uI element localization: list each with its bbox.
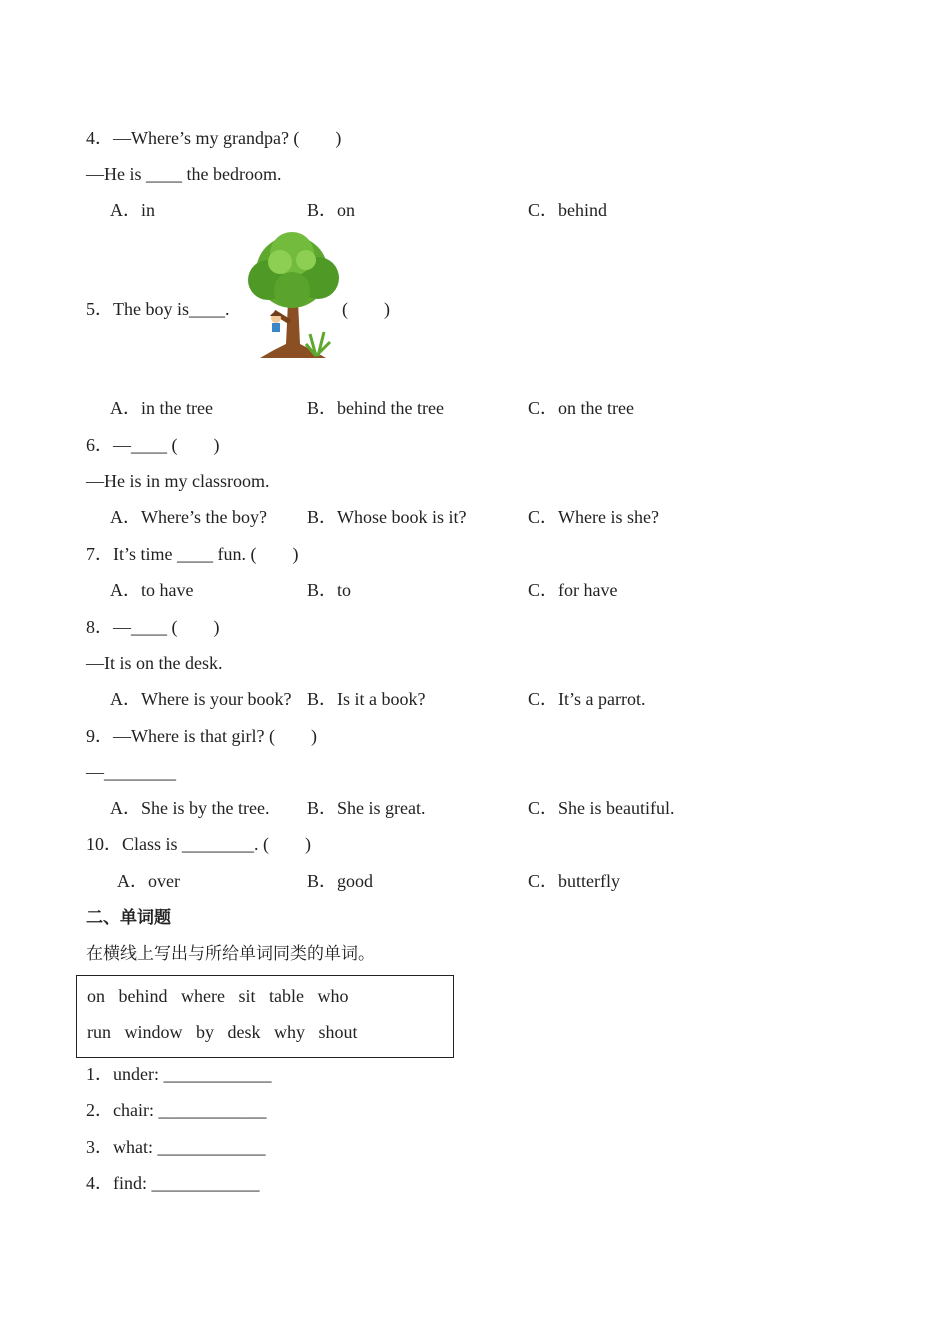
q5-paren: ( ) (342, 299, 390, 319)
q6-stem: 6．—____ ( ) (86, 435, 220, 455)
q7-stem: 7．It’s time ____ fun. ( ) (86, 544, 299, 564)
word-bank-row-1: on behind where sit table who (87, 986, 349, 1006)
word-item-4: 4．find: ____________ (86, 1173, 260, 1193)
q5-option-c: C．on the tree (528, 398, 634, 418)
q7-option-b: B．to (307, 580, 352, 600)
q6-option-c: C．Where is she? (528, 507, 659, 527)
q10-stem: 10．Class is ________. ( ) (86, 834, 311, 854)
q6-line2: —He is in my classroom. (86, 471, 270, 491)
section-instruction: 在横线上写出与所给单词同类的单词。 (86, 944, 375, 964)
word-item-3: 3．what: ____________ (86, 1137, 266, 1157)
q10-option-a: A．over (117, 871, 180, 891)
q7-option-c: C．for have (528, 580, 618, 600)
q9-stem: 9．—Where is that girl? ( ) (86, 726, 317, 746)
q6-option-b: B．Whose book is it? (307, 507, 467, 527)
q8-line2: —It is on the desk. (86, 653, 223, 673)
q8-stem: 8．—____ ( ) (86, 617, 220, 637)
q4-option-b: B．on (307, 200, 356, 220)
word-item-1: 1．under: ____________ (86, 1064, 272, 1084)
q5-stem: 5．The boy is____. (86, 299, 230, 319)
tree-illustration (240, 232, 346, 360)
q9-option-a: A．She is by the tree. (110, 798, 270, 818)
q4-line2: —He is ____ the bedroom. (86, 164, 282, 184)
q9-option-c: C．She is beautiful. (528, 798, 675, 818)
word-item-2: 2．chair: ____________ (86, 1100, 267, 1120)
q9-line2: —________ (86, 762, 176, 782)
q9-option-b: B．She is great. (307, 798, 426, 818)
q5-option-b: B．behind the tree (307, 398, 444, 418)
q8-option-b: B．Is it a book? (307, 689, 426, 709)
word-bank-box (76, 975, 454, 1058)
q10-option-c: C．butterfly (528, 871, 620, 891)
q8-option-c: C．It’s a parrot. (528, 689, 646, 709)
word-bank-row-2: run window by desk why shout (87, 1022, 358, 1042)
section-heading: 二、单词题 (86, 908, 171, 928)
q5-option-a: A．in the tree (110, 398, 213, 418)
q6-option-a: A．Where’s the boy? (110, 507, 267, 527)
q10-option-b: B．good (307, 871, 374, 891)
q7-option-a: A．to have (110, 580, 194, 600)
q4-option-a: A．in (110, 200, 155, 220)
q8-option-a: A．Where is your book? (110, 689, 292, 709)
q4-stem: 4．—Where’s my grandpa? ( ) (86, 128, 342, 148)
q4-option-c: C．behind (528, 200, 607, 220)
